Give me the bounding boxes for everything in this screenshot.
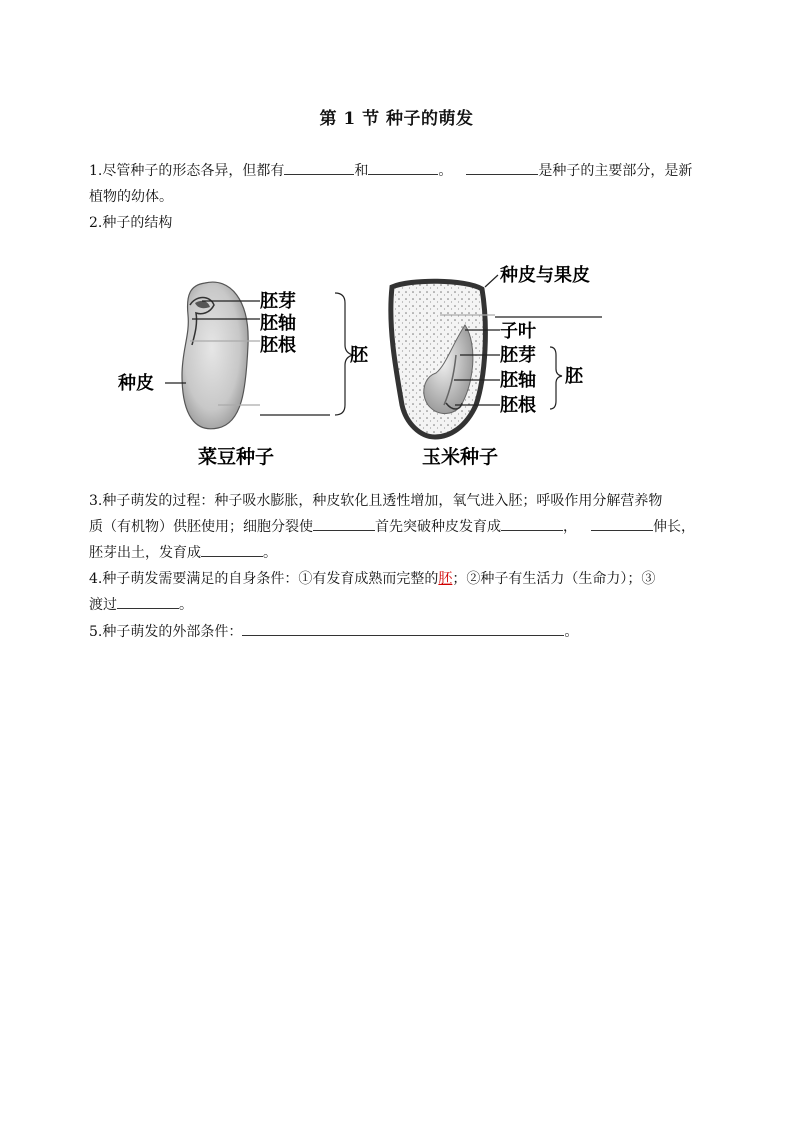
q1-blank-1[interactable] (284, 158, 354, 175)
q1-blank-2[interactable] (368, 158, 438, 175)
q3-text: 胚芽出土，发育成 (89, 545, 201, 561)
q3-blank-2[interactable] (501, 514, 563, 531)
bean-label-plumule: 胚芽 (260, 291, 296, 312)
q1-text: 植物的幼体。 (89, 189, 173, 205)
bean-caption: 菜豆种子 (198, 446, 275, 468)
question-3 (89, 488, 729, 566)
q3-text: 质（有机物）供胚使用；细胞分裂使 (89, 519, 313, 535)
corn-label-plumule: 胚芽 (500, 345, 536, 366)
q3-text: 首先突破种皮发育成 (375, 519, 501, 535)
page-title: 第 1 节 种子的萌发 (319, 109, 474, 129)
q5-text: 5.种子萌发的外部条件： (89, 624, 243, 640)
q1-text: 1.尽管种子的形态各异，但都有 (89, 163, 285, 179)
q1-text: 。 (438, 163, 453, 179)
bean-seed-drawing (182, 282, 248, 429)
q3-blank-4[interactable] (201, 540, 263, 557)
q4-text: ；②种子有生活力（生命力）；③ (452, 571, 656, 587)
q3-text: 伸长， (653, 519, 695, 535)
question-1 (89, 158, 729, 210)
corn-label-hypocotyl: 胚轴 (500, 370, 536, 391)
q3-text: 。 (263, 545, 277, 561)
q5-text: 。 (564, 624, 579, 640)
q1-blank-3[interactable] (466, 158, 538, 175)
q3-blank-3[interactable] (591, 514, 653, 531)
corn-label-radicle: 胚根 (500, 395, 536, 416)
bean-label-hypocotyl: 胚轴 (260, 313, 296, 334)
corn-label-embryo: 胚 (565, 366, 583, 387)
question-5 (89, 619, 729, 645)
q1-text: 和 (354, 163, 369, 179)
q4-text: 渡过 (89, 597, 117, 613)
corn-seed-drawing (391, 281, 486, 437)
q4-text: 。 (179, 597, 193, 613)
q5-blank-1[interactable] (242, 619, 564, 636)
corn-label-coat-pericarp: 种皮与果皮 (500, 265, 590, 286)
q4-text: 4.种子萌发需要满足的自身条件：①有发育成熟而完整的 (89, 571, 439, 587)
q4-blank-1[interactable] (117, 592, 179, 609)
q3-blank-1[interactable] (313, 514, 375, 531)
seed-structure-figure (110, 255, 620, 475)
bean-label-radicle: 胚根 (260, 335, 296, 356)
q3-text: ， (563, 519, 577, 535)
bean-label-seed-coat: 种皮 (118, 373, 154, 394)
corn-caption: 玉米种子 (422, 446, 499, 468)
q4-answer-embryo: 胚 (438, 571, 453, 587)
q3-text: 3.种子萌发的过程：种子吸水膨胀，种皮软化且透性增加，氧气进入胚；呼吸作用分解营养物 (89, 493, 663, 509)
bean-label-embryo: 胚 (350, 345, 368, 366)
question-4 (89, 566, 729, 618)
q1-text: 是种子的主要部分，是新 (538, 163, 693, 179)
corn-label-cotyledon: 子叶 (500, 321, 536, 342)
question-2-heading: 2.种子的结构 (89, 215, 173, 231)
